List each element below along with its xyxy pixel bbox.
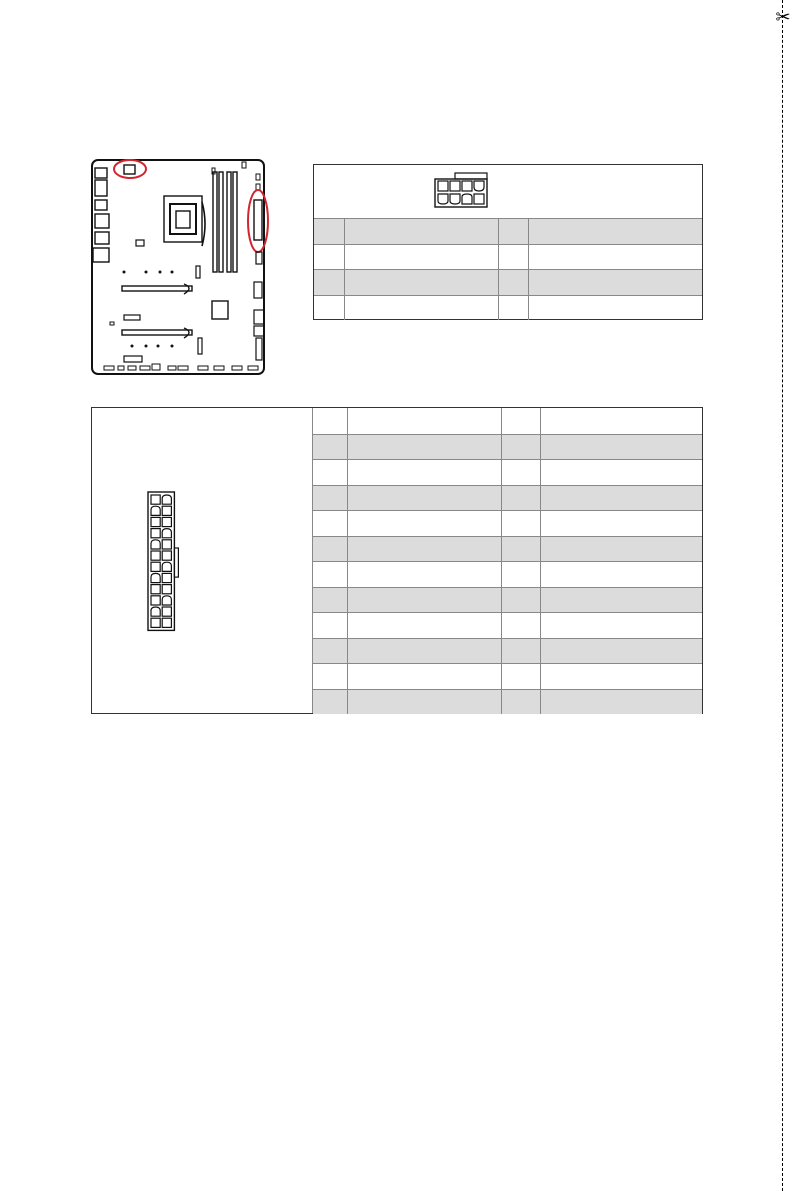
pin-number (314, 296, 344, 321)
signal-name (540, 511, 702, 536)
pin-number (314, 270, 344, 295)
signal-name (540, 435, 702, 460)
pin-number (501, 486, 540, 511)
pin-number (501, 562, 540, 587)
signal-name (347, 486, 501, 511)
table-row (313, 561, 702, 587)
connector-pin (151, 596, 160, 605)
signal-name (540, 460, 702, 485)
scissors-icon: ✂ (775, 7, 791, 27)
connector-8pin-diagram (314, 165, 704, 218)
signal-name (540, 639, 702, 664)
signal-name (347, 511, 501, 536)
pin-table-24pin-diagram-cell (92, 408, 313, 713)
pin-number (313, 408, 347, 434)
table-row (313, 536, 702, 562)
connector-pin (151, 495, 160, 504)
pin-number (501, 639, 540, 664)
signal-name (347, 639, 501, 664)
table-row (313, 638, 702, 664)
pin-number (501, 511, 540, 536)
pin-number (313, 639, 347, 664)
board-outline (92, 160, 264, 374)
signal-name (528, 245, 702, 270)
pin-number (313, 486, 347, 511)
pin-number (501, 460, 540, 485)
signal-name (344, 219, 498, 244)
pin-number (313, 690, 347, 715)
pin-number (313, 537, 347, 562)
connector-pin (162, 506, 171, 515)
pin-number (501, 613, 540, 638)
pin-number (498, 245, 528, 270)
signal-name (540, 690, 702, 715)
pin-number (501, 408, 540, 434)
signal-name (540, 664, 702, 689)
table-row (313, 663, 702, 689)
connector-pin (162, 573, 171, 582)
pin-number (501, 690, 540, 715)
signal-name (347, 613, 501, 638)
connector-pin (151, 506, 160, 515)
connector-pin (162, 618, 171, 627)
signal-name (344, 296, 498, 321)
connector-pin (162, 562, 171, 571)
table-row (314, 295, 702, 321)
connector-pin (162, 607, 171, 616)
pin-number (313, 562, 347, 587)
pin-number (313, 613, 347, 638)
pin-number (313, 435, 347, 460)
pin-table-8pin (313, 164, 703, 320)
connector-pin (151, 562, 160, 571)
pin-table-8pin-rows (314, 218, 702, 320)
pin-table-24pin-rows (313, 408, 702, 714)
signal-name (540, 537, 702, 562)
pin-number (313, 664, 347, 689)
connector-pin (151, 551, 160, 560)
connector-pin (151, 585, 160, 594)
signal-name (347, 537, 501, 562)
pin-table-8pin-header (314, 165, 702, 218)
pin-number (498, 270, 528, 295)
signal-name (344, 245, 498, 270)
pin-number (498, 219, 528, 244)
connector-pin (151, 618, 160, 627)
signal-name (347, 588, 501, 613)
table-row (313, 689, 702, 715)
signal-name (347, 408, 501, 434)
signal-name (528, 270, 702, 295)
table-row (314, 269, 702, 295)
connector-pin (162, 517, 171, 526)
table-row (314, 218, 702, 244)
pin-number (501, 537, 540, 562)
motherboard-diagram (88, 154, 270, 380)
signal-name (347, 664, 501, 689)
table-row (314, 244, 702, 270)
table-row (313, 510, 702, 536)
table-row (313, 434, 702, 460)
pin-table-24pin (91, 407, 703, 714)
pin-number (313, 460, 347, 485)
table-row (313, 459, 702, 485)
signal-name (540, 613, 702, 638)
signal-name (347, 690, 501, 715)
connector-pin (151, 573, 160, 582)
pin-number (501, 664, 540, 689)
table-row (313, 408, 702, 434)
connector-pin (151, 529, 160, 538)
signal-name (347, 562, 501, 587)
cut-line (782, 0, 783, 1191)
connector-pin (162, 551, 171, 560)
pin-number (313, 511, 347, 536)
signal-name (540, 562, 702, 587)
connector-pin (151, 517, 160, 526)
pin-number (313, 588, 347, 613)
table-row (313, 485, 702, 511)
connector-pin (151, 540, 160, 549)
pin-number (498, 296, 528, 321)
connector-pin (162, 529, 171, 538)
signal-name (528, 219, 702, 244)
table-row (313, 587, 702, 613)
signal-name (540, 588, 702, 613)
pin-number (501, 435, 540, 460)
connector-pin (162, 495, 171, 504)
table-row (313, 612, 702, 638)
connector-body (148, 492, 174, 630)
signal-name (347, 435, 501, 460)
pin-number (314, 219, 344, 244)
signal-name (540, 408, 702, 434)
pin-number (501, 588, 540, 613)
signal-name (344, 270, 498, 295)
connector-pin (162, 585, 171, 594)
pin-number (314, 245, 344, 270)
connector-latch (174, 548, 178, 577)
connector-pin (162, 596, 171, 605)
connector-pin (162, 540, 171, 549)
signal-name (528, 296, 702, 321)
connector-24pin-diagram (92, 408, 312, 713)
signal-name (540, 486, 702, 511)
connector-pin (151, 607, 160, 616)
signal-name (347, 460, 501, 485)
